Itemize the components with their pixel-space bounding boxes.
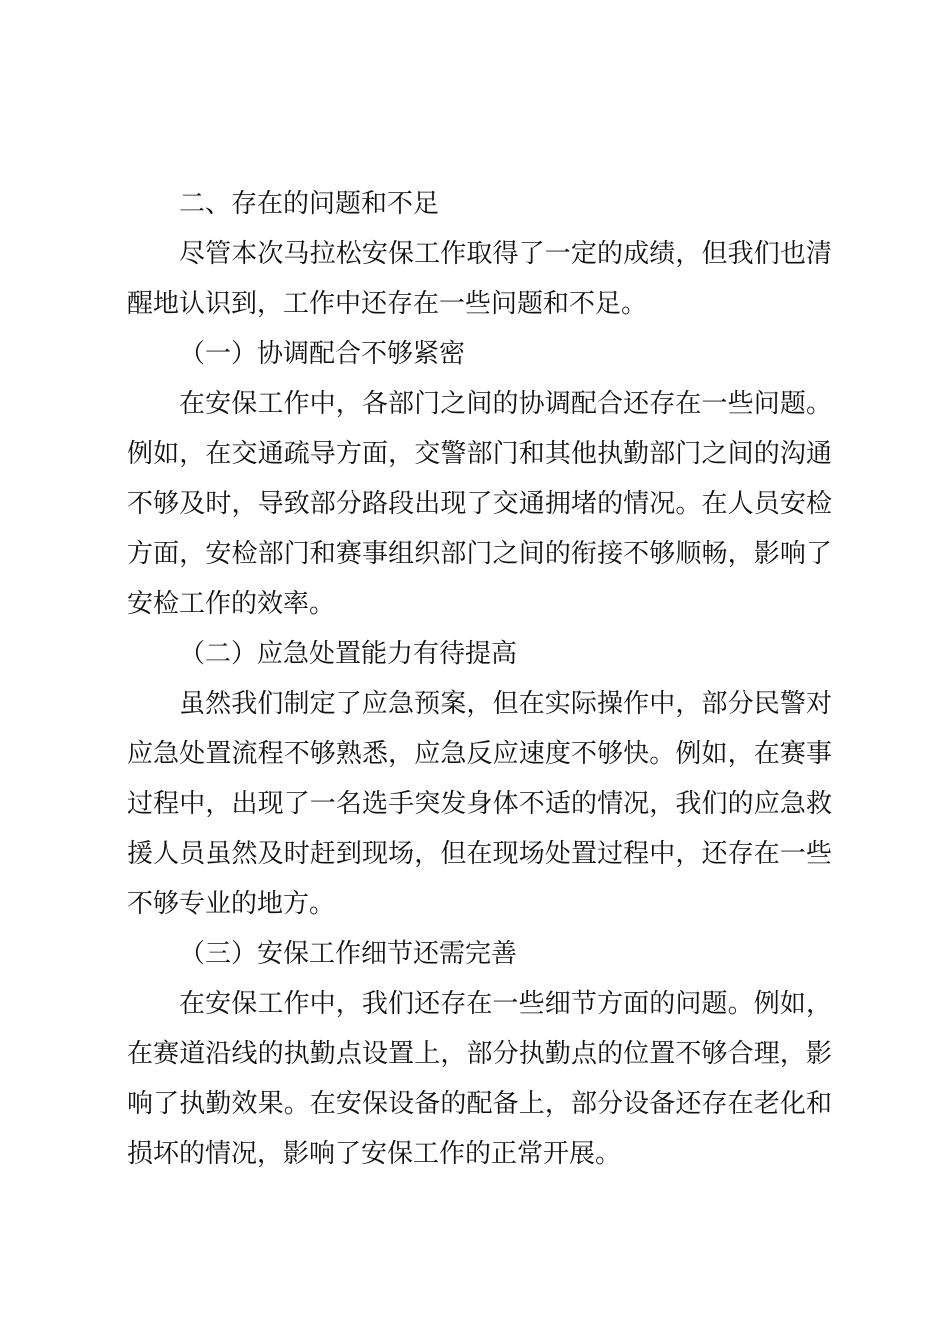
subsection-paragraph-1: 在安保工作中，各部门之间的协调配合还存在一些问题。例如，在交通疏导方面，交警部门和其他执勤部门之间的沟通不够及时，导致部分路段出现了交通拥堵的情况。在人员安检方面，安检部门和赛事组织部门之间的衔接不够顺畅，影响了安检工作的效率。 xyxy=(127,389,832,619)
subsection-heading-1: （一）协调配合不够紧密 xyxy=(179,339,466,369)
subsection-paragraph-3: 在安保工作中，我们还存在一些细节方面的问题。例如，在赛道沿线的执勤点设置上，部分执勤点的位置不够合理，影响了执勤效果。在安保设备的配备上，部分设备还存在老化和损坏的情况，影响了安保工作的正常开展。 xyxy=(127,989,832,1169)
document-body xyxy=(127,179,832,1179)
section-heading: 二、存在的问题和不足 xyxy=(179,189,440,219)
subsection-heading-3: （三）安保工作细节还需完善 xyxy=(179,939,518,969)
subsection-heading-2: （二）应急处置能力有待提高 xyxy=(179,639,518,669)
intro-paragraph: 尽管本次马拉松安保工作取得了一定的成绩，但我们也清醒地认识到，工作中还存在一些问题和不足。 xyxy=(127,239,832,319)
subsection-paragraph-2: 虽然我们制定了应急预案，但在实际操作中，部分民警对应急处置流程不够熟悉，应急反应速度不够快。例如，在赛事过程中，出现了一名选手突发身体不适的情况，我们的应急救援人员虽然及时赶到现场，但在现场处置过程中，还存在一些不够专业的地方。 xyxy=(127,689,832,919)
